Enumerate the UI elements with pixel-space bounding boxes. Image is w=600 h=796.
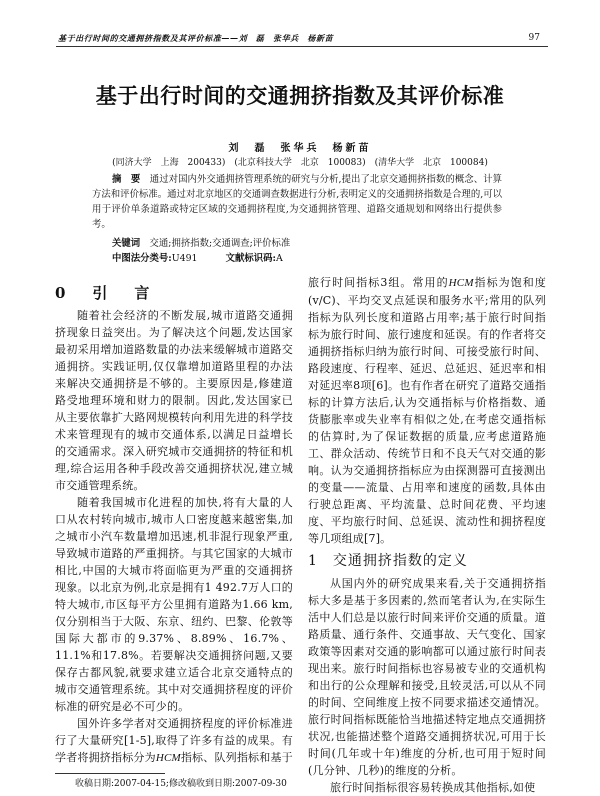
authors: 刘 磊 张华兵 杨新苗 bbox=[228, 143, 372, 154]
hcm-term: HCM bbox=[448, 277, 474, 289]
clc-label: 中图法分类号: bbox=[112, 253, 172, 264]
abstract-text: 通过对国内外交通拥挤管理系统的研究与分析,提出了北京交通拥挤指数的概念、计算方法和评价标准。通过对北京地区的交通调查数据进行分析,表明定义的交通拥挤指数是合理的,可以用于评价单条道路或特定区域的交通拥挤程度,为交通拥挤管理、道路交通规划和网络出行提供参考。 bbox=[92, 174, 502, 230]
abstract bbox=[92, 172, 502, 232]
keywords bbox=[92, 236, 502, 251]
paragraph-text: 国外许多学者对交通拥挤程度的评价标准进行了大量研究[1-5],取得了许多有益的成果。有学者将拥挤指标分为 bbox=[55, 717, 293, 764]
right-column bbox=[308, 274, 546, 796]
running-header: 基于出行时间的交通拥挤指数及其评价标准——刘 磊 张华兵 杨新苗 bbox=[58, 33, 334, 43]
doc-code-label: 文献标识码: bbox=[225, 253, 276, 264]
paragraph: 随着社会经济的不断发展,城市道路交通拥挤现象日益突出。为了解决这个问题,发达国家最初采用增加道路数量的办法来缓解城市道路交通拥挤。实践证明,仅仅靠增加道路里程的办法来解决交通拥挤是不够的。主要原因是,修建道路受地理环境和财力的限制。因此,发达国家已从主要依靠扩大路网规模转向利用先进的科学技术来管理现有的城市交通体系,以满足日益增长的交通需求。深入研究城市交通拥挤的特征和机理,综合运用各种手段改善交通拥挤状况,建立城市交通管理系统。 bbox=[55, 309, 293, 492]
abstract-label: 摘 要 bbox=[112, 174, 141, 185]
doc-code-value: A bbox=[276, 253, 283, 264]
keywords-text: 交通;拥挤指数;交通调查;评价标准 bbox=[149, 238, 291, 249]
page-number: 97 bbox=[528, 33, 540, 43]
affiliations: (同济大学 上海 200433) (北京科技大学 北京 100083) (清华大学 北京 100084) bbox=[112, 158, 488, 168]
paragraph: 旅行时间指标很容易转换成其他指标,如使 bbox=[330, 781, 536, 794]
paragraph-text: 指标、队列指标和基于 bbox=[180, 751, 293, 764]
received-date: 收稿日期:2007-04-15;修改稿收到日期:2007-09-30 bbox=[75, 779, 287, 789]
paragraph-text: 指标为饱和度(v/C)、平均交叉点延误和服务水平;常用的队列指标为队列长度和道路占用率;基于旅行时间指标为旅行时间、旅行速度和延误。有的作者将交通拥挤指标归纳为旅行时间、可接受旅行时间、路段速度、行程率、延迟、总延迟、延迟率和相对延迟率8项[6]。也有作者在研究了道路交通指标的计算方法后,认为交通指标与价格指数、通货膨胀率或失业率有相似之处,在考虑交通指标的估算时,为了保证数据的质量,应考虑道路施工、群众活动、传统节日和不良天气对交通的影响。认为交通拥挤指标应为由探测器可直接测出的变量——流量、占用率和速度的函数,具体由行驶总距离、平均流量、总时间花费、平均速度、平均旅行时间、总延误、流动性和拥挤程度等几项组成[7]。 bbox=[308, 276, 547, 545]
section-heading-introduction: 0 引 言 bbox=[55, 284, 156, 302]
footnote-rule bbox=[55, 773, 165, 774]
header-rule bbox=[56, 46, 548, 47]
paragraph: 随着我国城市化进程的加快,将有大量的人口从农村转向城市,城市人口密度越来越密集,加之城市小汽车数量增加迅速,机非混行现象严重,导致城市道路的严重拥挤。与其它国家的大城市相比,中国的大城市将面临更为严重的交通拥挤现象。以北京为例,北京是拥有1 492.7万人口的特大城市,市区每平方公里拥有道路为1.66 km,仅分别相当于大阪、东京、纽约、巴黎、伦敦等国际大都市的9.37%、8.89%、16.7%、11.1%和17.8%。若要解决交通拥挤问题,又要保存古都风貌,就要求建立适合北京交通特点的城市交通管理系统。其中对交通拥挤程度的评价标准的研究是必不可少的。 bbox=[55, 496, 293, 713]
clc-value: U491 bbox=[171, 253, 198, 264]
keywords-label: 关键词 bbox=[112, 238, 141, 249]
left-column bbox=[55, 283, 293, 791]
paragraph-text: 旅行时间指标3组。常用的 bbox=[308, 276, 449, 289]
section-heading-definition: 1 交通拥挤指数的定义 bbox=[308, 553, 468, 569]
front-matter bbox=[92, 172, 502, 266]
paragraph: 从国内外的研究成果来看,关于交通拥挤指标大多是基于多因素的,然而笔者认为,在实际生活中人们总是以旅行时间来评价交通的质量。道路质量、通行条件、交通事故、天气变化、国家政策等因素对交通的影响都可以通过旅行时间表现出来。旅行时间指标也容易被专业的交通机构和出行的公众理解和接受,且较灵活,可以从不同的时间、空间维度上按不同要求描述交通情况。旅行时间指标既能恰当地描述特定地点交通拥挤状况,也能描述整个道路交通拥挤状况,可用于长时间(几年或十年)维度的分析,也可用于短时间(几分钟、几秒)的维度的分析。 bbox=[308, 577, 546, 777]
hcm-term: HCM bbox=[155, 752, 181, 764]
paragraph bbox=[308, 274, 546, 547]
paragraph bbox=[55, 715, 293, 767]
paper-title: 基于出行时间的交通拥挤指数及其评价标准 bbox=[95, 83, 505, 108]
classification bbox=[92, 251, 502, 266]
